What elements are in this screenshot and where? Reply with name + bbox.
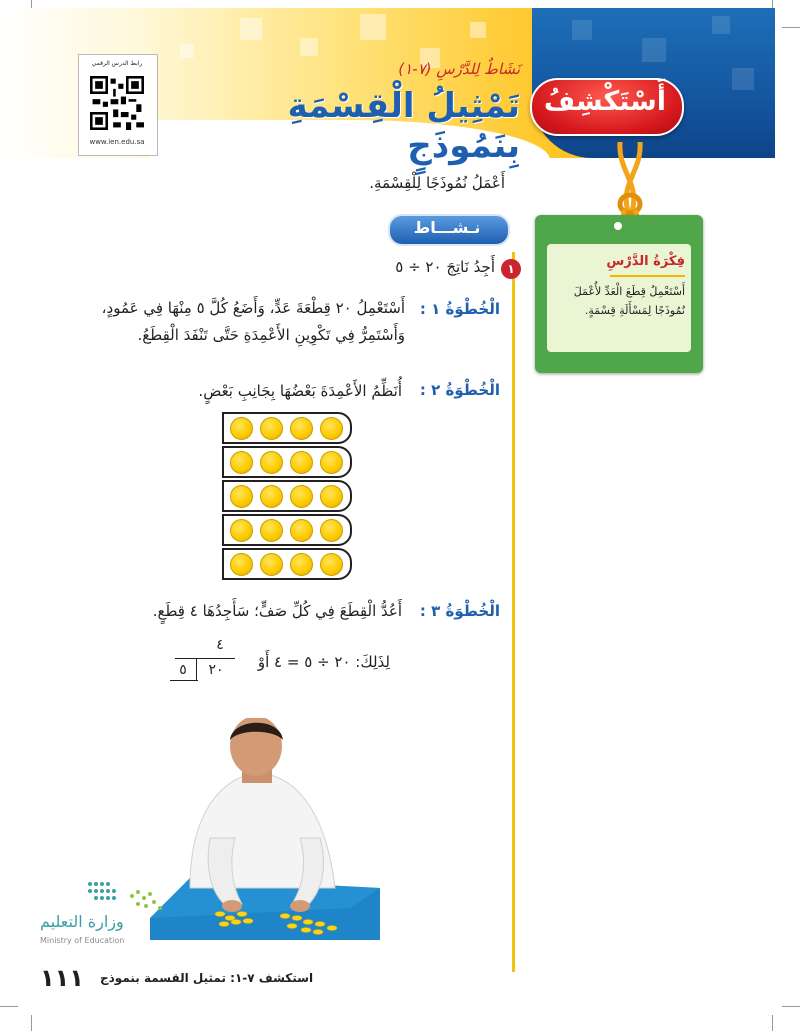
- ministry-logo-icon: [86, 880, 176, 916]
- crop-mark: [782, 27, 800, 28]
- counter: [290, 451, 313, 474]
- crop-mark: [782, 1006, 800, 1007]
- lesson-idea-title: فِكْرَةُ الدَّرْسِ: [606, 254, 685, 269]
- page-title: تَمْثِيلُ الْقِسْمَةِ بِنَمُوذَجٍ: [287, 86, 520, 166]
- step-2-label: الْخُطْوَةُ ٢ :: [419, 381, 500, 399]
- counter: [260, 519, 283, 542]
- lesson-activity-number: نَشَاطٌ لِلدَّرْسِ (٧-١): [398, 60, 520, 78]
- counter: [320, 553, 343, 576]
- conclusion-text: لِذَلِكَ: ٢٠ ÷ ٥ = ٤ أَوْ: [257, 653, 390, 671]
- long-division-dividend: ٢٠: [208, 662, 224, 678]
- step-2-text: أُنَظِّمُ الأَعْمِدَةَ بَعْضُهَا بِجَانِبِ بَعْضٍ.: [198, 382, 402, 400]
- step-3-text: أَعُدُّ الْقِطَعَ فِي كُلِّ صَفٍّ؛ سَأَجِدُهَا ٤ قِطَعٍ.: [152, 602, 402, 620]
- counter: [320, 451, 343, 474]
- qr-url: www.ien.edu.sa: [89, 138, 145, 146]
- crop-mark: [0, 1006, 18, 1007]
- long-division-underline: [170, 680, 198, 681]
- student-photo: [150, 718, 380, 940]
- qr-code-icon[interactable]: [90, 76, 144, 130]
- lesson-idea-underline: [610, 275, 685, 277]
- counter-column: [222, 446, 352, 478]
- long-division-bar: [175, 658, 235, 659]
- crop-mark: [31, 1015, 32, 1031]
- intro-text: أَعْمَلُ نُمُوذَجًا لِلْقِسْمَةِ.: [369, 174, 505, 192]
- counter: [260, 485, 283, 508]
- counter: [230, 553, 253, 576]
- counter-column: [222, 548, 352, 580]
- question-number-badge: ١: [501, 259, 521, 279]
- counter: [260, 451, 283, 474]
- counter: [230, 451, 253, 474]
- ministry-logo-arabic: وزارة التعليم: [40, 912, 124, 931]
- counters-model: [222, 412, 352, 577]
- counter: [290, 485, 313, 508]
- explore-badge-label: أَسْتَكْشِفُ: [543, 86, 667, 117]
- page-number: ١١١: [40, 964, 84, 992]
- counter-column: [222, 480, 352, 512]
- counter: [290, 553, 313, 576]
- long-division-divisor: ٥: [179, 662, 187, 678]
- counter: [260, 417, 283, 440]
- qr-caption: رابط الدرس الرقمي: [91, 60, 143, 67]
- long-division-bracket: [196, 658, 197, 680]
- counter: [230, 485, 253, 508]
- step-1-label: الْخُطْوَةُ ١ :: [419, 300, 500, 318]
- footer-lesson-title: استكشف ٧-١: تمثيل القسمة بنموذج: [100, 971, 314, 985]
- counter: [290, 417, 313, 440]
- counter: [230, 417, 253, 440]
- counter: [320, 519, 343, 542]
- margin-rule: [512, 252, 515, 972]
- step-1-text: أَسْتَعْمِلُ ٢٠ قِطْعَةَ عَدٍّ، وَأَضَعُ كُلَّ ٥ مِنْهَا فِي عَمُودٍ، وَأَسْتَمِرُّ فِي تَكْوِينِ الأَعْمِدَةِ حَتَّى تَنْفَدَ الْقِطَعُ.: [101, 299, 405, 344]
- ministry-logo-english: Ministry of Education: [40, 936, 125, 945]
- counter: [320, 417, 343, 440]
- lesson-idea-text: أَسْتَعْمِلُ قِطَعَ الْعَدِّ لأُعْمَلَ نُمُوذَجًا لِمَسْأَلَةِ قِسْمَةٍ.: [573, 285, 685, 317]
- counter-column: [222, 412, 352, 444]
- counter: [320, 485, 343, 508]
- long-division-quotient: ٤: [216, 637, 224, 653]
- question-text: أَجِدُ نَاتِجَ ٢٠ ÷ ٥: [395, 258, 495, 276]
- counter: [230, 519, 253, 542]
- crop-mark: [772, 1015, 773, 1031]
- counter: [260, 553, 283, 576]
- activity-badge-label: نـشـــاط: [413, 218, 481, 237]
- tag-hole: [614, 222, 622, 230]
- step-3-label: الْخُطْوَةُ ٣ :: [419, 602, 500, 620]
- counter-column: [222, 514, 352, 546]
- counter: [290, 519, 313, 542]
